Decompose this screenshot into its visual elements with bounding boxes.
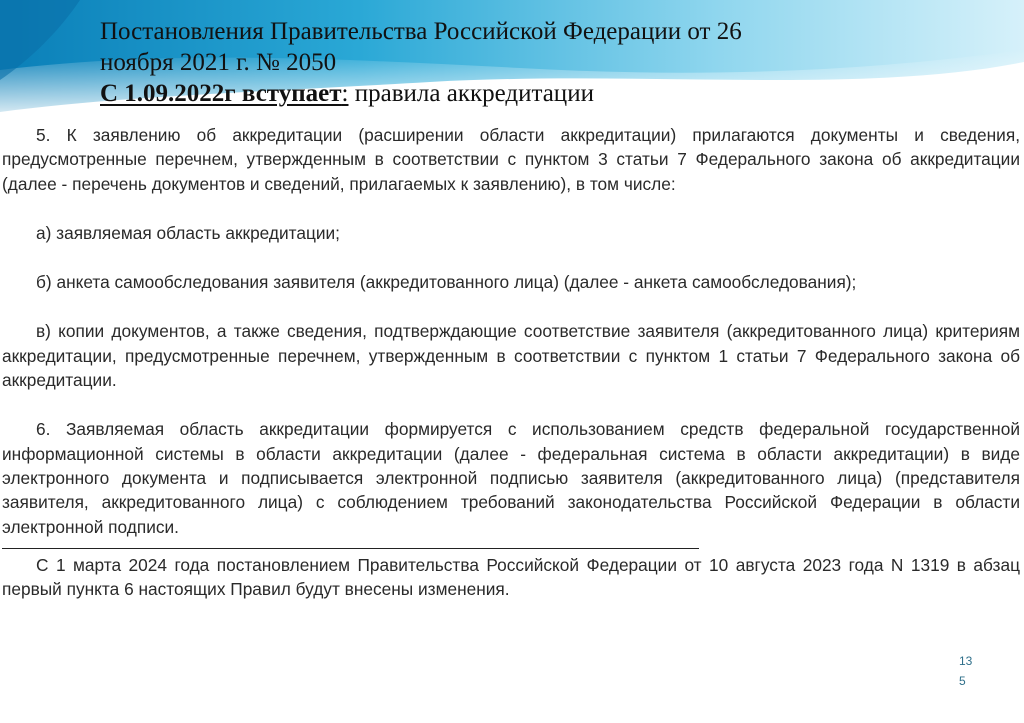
paragraph-5: 5. К заявлению об аккредитации (расширении области аккредитации) прилагаются документы и сведения, предусмотренные перечнем, утвержденным в соответствии с пунктом 3 статьи 7 Федерального закона об аккредитации (далее - перечень документов и сведений, прилагаемых к заявлению), в том числе: (2, 125, 1020, 194)
page-number-line-1: 13 (959, 654, 973, 668)
paragraph-5b: б) анкета самообследования заявителя (аккредитованного лица) (далее - анкета самообследования); (36, 272, 857, 293)
document-excerpt (2, 123, 1020, 539)
amendment-note-block (2, 553, 1020, 602)
title-line-1: Постановления Правительства Российской Федерации от 26 (100, 18, 742, 45)
paragraph-5a: а) заявляемая область аккредитации; (36, 222, 340, 243)
page-number-line-2: 5 (959, 674, 966, 688)
paragraph-6: 6. Заявляемая область аккредитации формируется с использованием средств федеральной государственной информационной системы в области аккредитации (далее - федеральная система в области аккредитации) в виде электронного документа и подписывается электронной подписью заявителя (аккредитованного лица) (представителя заявителя, аккредитованного лица) с соблюдением требований законодательства Российской Федерации в области электронной подписи. (2, 419, 1020, 537)
paragraph-5v: в) копии документов, а также сведения, подтверждающие соответствие заявителя (аккредитованного лица) критериям аккредитации, предусмотренные перечнем, утвержденным в соответствии с пунктом 1 статьи 7 Федерального закона об аккредитации. (2, 321, 1020, 391)
page-number (959, 651, 972, 691)
title-effective-date: С 1.09.2022г вступает (100, 80, 342, 107)
title-line-2: ноября 2021 г. № 2050 (100, 49, 337, 76)
footnote-divider (2, 548, 699, 549)
title-colon: : (341, 80, 349, 107)
amendment-note: С 1 марта 2024 года постановлением Правительства Российской Федерации от 10 августа 2023 года N 1319 в абзац первый пункта 6 настоящих Правил будут внесены изменения. (2, 555, 1020, 600)
title-line-3 (100, 78, 980, 109)
slide-title (100, 16, 980, 109)
title-subject: правила аккредитации (348, 80, 594, 107)
